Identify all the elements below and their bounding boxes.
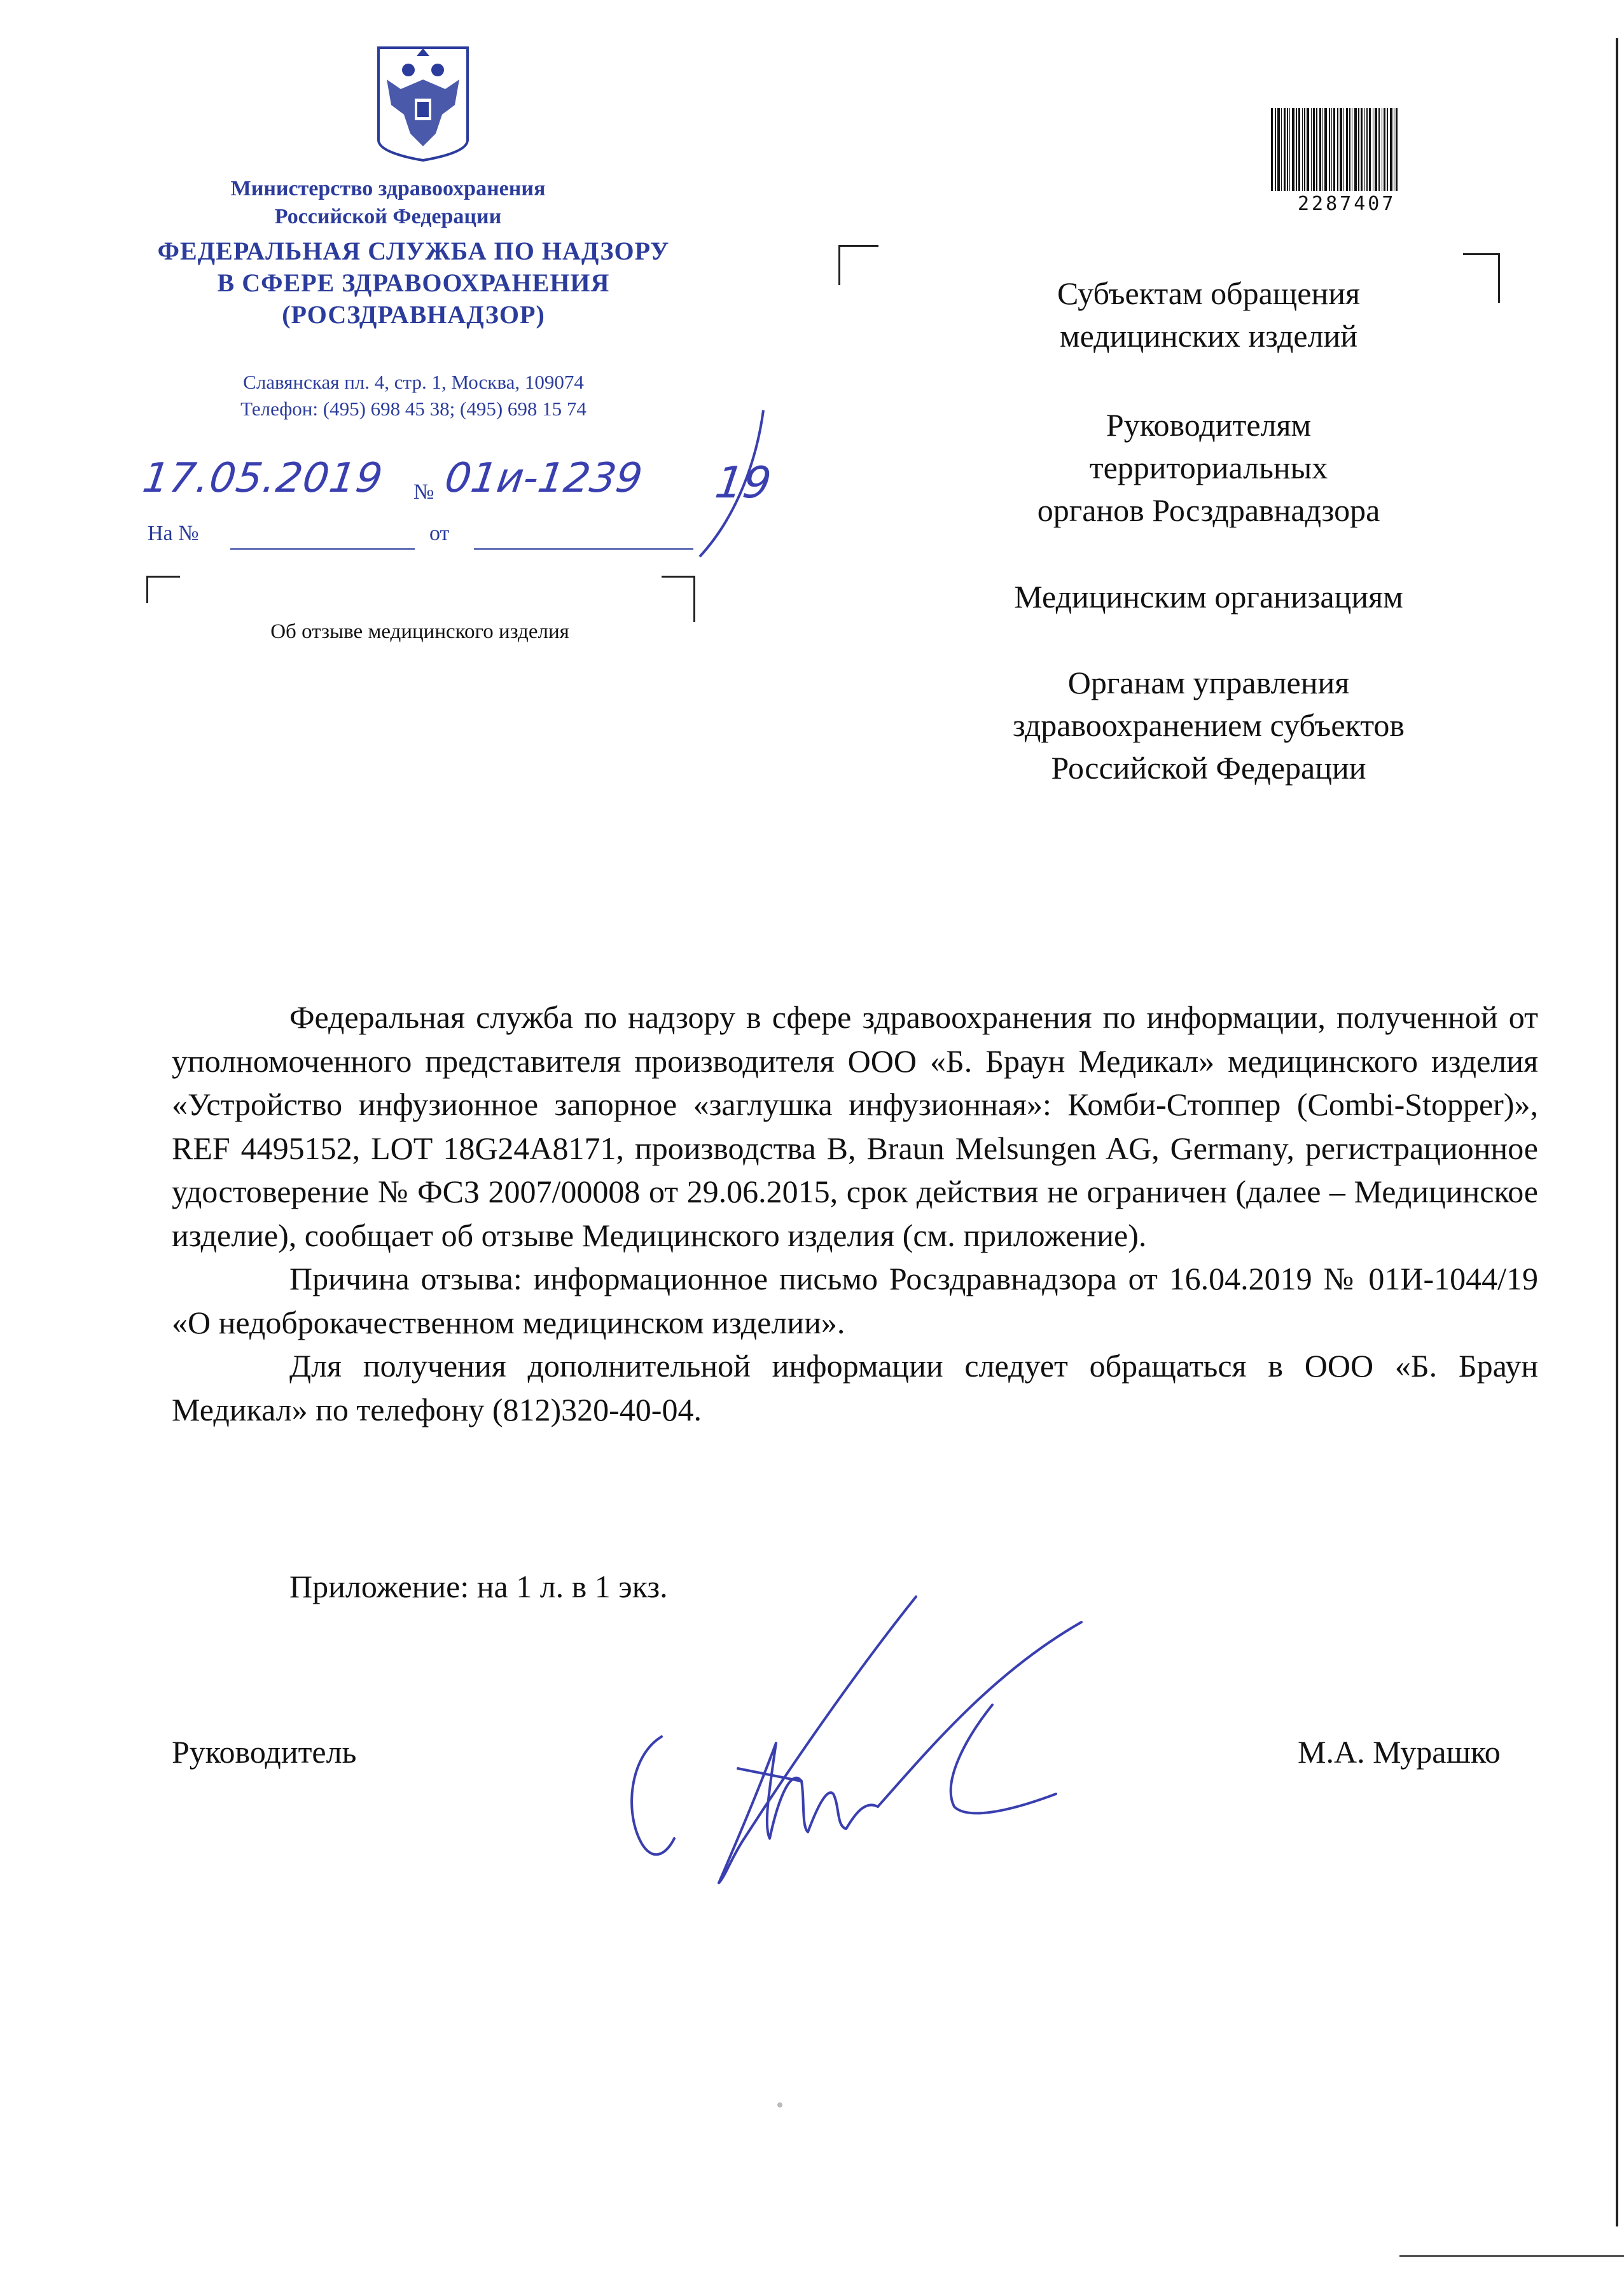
barcode-bar [1358, 108, 1359, 191]
barcode-bar [1369, 108, 1371, 191]
barcode-bar [1390, 108, 1392, 191]
addressee-block [922, 272, 1495, 358]
coat-of-arms-icon [375, 45, 471, 162]
scan-edge-bottom [1399, 2255, 1624, 2257]
barcode-bar [1311, 108, 1312, 191]
addressee-line: органов Росздравнадзора [1037, 492, 1380, 528]
subject-bracket-left [146, 576, 180, 603]
handwritten-date: 17.05.2019 [139, 455, 386, 502]
barcode [1267, 108, 1458, 191]
letter-subject: Об отзыве медицинского изделия [270, 620, 569, 643]
barcode-bar [1340, 108, 1342, 191]
barcode-bar [1333, 108, 1335, 191]
addressee-line: территориальных [1089, 450, 1328, 485]
barcode-bar [1378, 108, 1380, 191]
addressee-line: медицинских изделий [1059, 318, 1358, 354]
barcode-bar [1331, 108, 1332, 191]
barcode-bar [1289, 108, 1290, 191]
barcode-bar [1396, 108, 1398, 191]
agency-address [140, 369, 687, 422]
signer-name: М.А. Мурашко [1298, 1734, 1501, 1770]
number-sign: № [413, 480, 434, 504]
scan-edge-right [1616, 38, 1618, 2226]
barcode-bar [1304, 108, 1305, 191]
addressee-block [922, 662, 1495, 789]
barcode-bar [1387, 108, 1388, 191]
reference-number-line [230, 548, 415, 550]
scan-speck [777, 2102, 782, 2108]
barcode-bar [1346, 108, 1348, 191]
barcode-bar [1343, 108, 1344, 191]
barcode-bar [1349, 108, 1350, 191]
body-paragraph-3: Для получения дополнительной информации следует обращаться в ООО «Б. Браун Медикал» по телефону (812)320-40-04. [172, 1348, 1538, 1427]
addressee-block [922, 404, 1495, 532]
addressee-block [922, 576, 1495, 618]
barcode-bar [1277, 108, 1280, 191]
barcode-bar [1287, 108, 1288, 191]
addressee-line: Российской Федерации [1051, 750, 1366, 786]
signer-title: Руководитель [172, 1734, 357, 1770]
barcode-bar [1337, 108, 1338, 191]
service-line-2: В СФЕРЕ ЗДРАВООХРАНЕНИЯ [217, 268, 610, 297]
barcode-bar [1361, 108, 1363, 191]
ministry-line-1: Министерство здравоохранения [230, 177, 546, 200]
addressee-line: Руководителям [1106, 407, 1312, 443]
addressee-line: Органам управления [1067, 665, 1350, 700]
attachment-note: Приложение: на 1 л. в 1 экз. [289, 1569, 668, 1604]
barcode-bar [1271, 108, 1273, 191]
address-line: Славянская пл. 4, стр. 1, Москва, 109074 [243, 371, 584, 393]
barcode-bar [1366, 108, 1368, 191]
ministry-name [165, 175, 611, 231]
barcode-bar [1364, 108, 1365, 191]
service-line-1: ФЕДЕРАЛЬНАЯ СЛУЖБА ПО НАДЗОРУ [157, 237, 670, 265]
ministry-line-2: Российской Федерации [274, 205, 502, 228]
barcode-bar [1319, 108, 1321, 191]
service-name [115, 235, 712, 331]
handwritten-number-year: 19 [712, 458, 775, 508]
barcode-bar [1324, 108, 1327, 191]
barcode-bar [1322, 108, 1323, 191]
barcode-bar [1296, 108, 1297, 191]
body-paragraph-2: Причина отзыва: информационное письмо Росздравнадзора от 16.04.2019 № 01И-1044/19 «О недоброкачественном медицинском изделии». [172, 1261, 1538, 1340]
barcode-bar [1313, 108, 1315, 191]
barcode-bar [1302, 108, 1303, 191]
barcode-bar [1292, 108, 1294, 191]
addressee-line: Субъектам обращения [1057, 275, 1360, 311]
subject-bracket-right [662, 576, 695, 622]
reference-from-label: от [429, 522, 450, 545]
barcode-bar [1284, 108, 1286, 191]
barcode-bar [1307, 108, 1309, 191]
body-paragraph-1: Федеральная служба по надзору в сфере здравоохранения по информации, полученной от уполномоченного представителя производителя ООО «Б. Браун Медикал» медицинского изделия «Устройство инфузионное запорное «заглушка инфузионная»: Комби-Стоппер (Combi-Stopper)», REF 4495152, LOT 18G24A8171, производства B, Braun Melsungen AG, Germany, регистрационное удостоверение № ФСЗ 2007/00008 от 29.06.2015, срок действия не ограничен (далее – Медицинское изделие), сообщает об отзыве Медицинского изделия (см. приложение). [172, 999, 1538, 1253]
barcode-bar [1354, 108, 1357, 191]
reference-label: На № [148, 522, 199, 545]
barcode-bar [1384, 108, 1385, 191]
letter-body [172, 996, 1538, 1431]
barcode-bar [1375, 108, 1377, 191]
barcode-number: 2287407 [1298, 193, 1396, 215]
barcode-bar [1316, 108, 1317, 191]
addressee-line: Медицинским организациям [1014, 579, 1403, 615]
service-line-3: (РОСЗДРАВНАДЗОР) [282, 300, 545, 329]
barcode-bar [1298, 108, 1300, 191]
address-bracket-left [838, 245, 878, 285]
addressee-line: здравоохранением субъектов [1012, 707, 1405, 743]
barcode-bar [1329, 108, 1330, 191]
handwritten-signature [611, 1584, 1094, 1889]
phone-line: Телефон: (495) 698 45 38; (495) 698 15 74 [240, 398, 586, 420]
barcode-bar [1281, 108, 1282, 191]
handwritten-number: 01и-1239 [441, 455, 646, 502]
barcode-bar [1275, 108, 1276, 191]
reference-date-line [474, 548, 693, 550]
